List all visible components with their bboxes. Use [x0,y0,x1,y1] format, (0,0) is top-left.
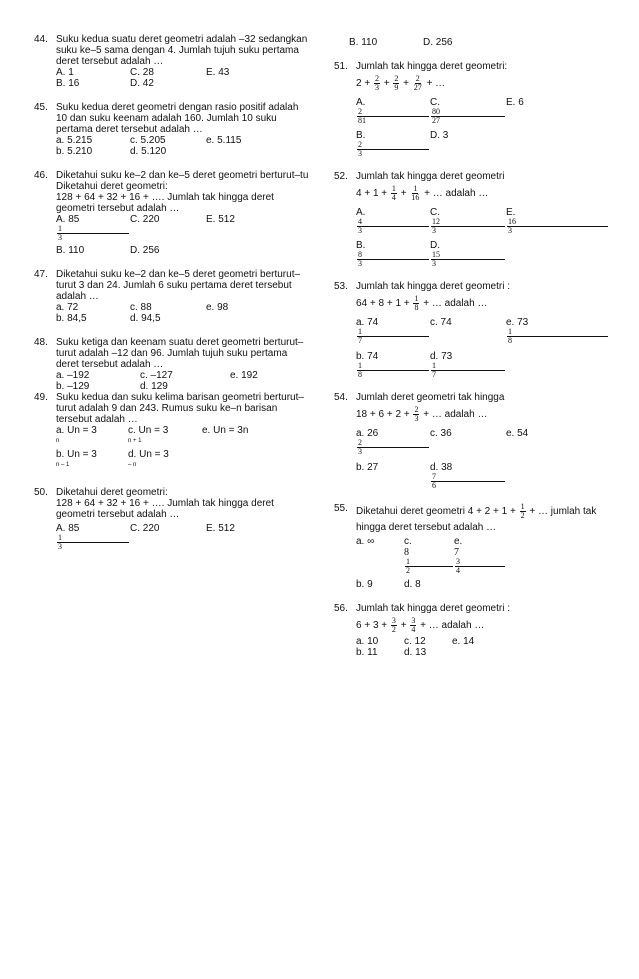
option-d[interactable]: d. 94,5 [130,313,161,324]
option-c[interactable]: c. 8 1 2 [404,536,454,575]
option-d[interactable]: d. 129 [140,381,168,392]
question-text: Suku kedua suatu deret geometri adalah –32 sedangkan suku ke–5 sama dengan 4. Jumlah tujuh suku pertama deret tersebut adalah … [56,34,308,67]
question-51 [334,61,609,158]
question-text: Jumlah deret geometri tak hingga [356,392,505,403]
question-number: 56. [334,603,348,614]
question-text: Diketahui deret geometri 4 + 2 + 1 + $\frac{1}{2}$ + … jumlah tak [356,502,597,520]
answer-options [356,317,609,379]
option-c[interactable]: C. 220 [130,214,160,225]
option-e[interactable]: E. 43 [206,67,230,78]
answer-options [56,523,314,551]
option-e[interactable]: e. Un = 3n [202,425,249,436]
option-e[interactable]: e. 98 [206,302,229,313]
option-c[interactable]: c. 74 [430,317,452,328]
question-number: 44. [34,34,48,45]
question-number: 46. [34,170,48,181]
option-d[interactable]: D. 256 [130,245,160,256]
fraction: $\frac{2}{3}$ [414,405,419,423]
question-text: Jumlah tak hingga deret geometri : [356,603,510,614]
series-expression: 4 + 1 + $\frac{1}{4}$ + $\frac{1}{16}$ + … adalah … [356,184,489,202]
answer-options [356,428,609,490]
question-number: 50. [34,486,48,498]
answer-options [56,425,314,474]
question-53 [334,281,609,379]
option-d[interactable]: d. 73 1 7 [430,351,506,379]
option-c[interactable]: C. 12 3 [430,207,506,235]
question-number: 49. [34,392,48,403]
answer-options [356,97,609,158]
question-text: Diketahui suku ke–2 dan ke–5 deret geometri berturut–tu Diketahui deret geometri: 128 + 64 + 32 + 16 + …. Jumlah tak hingga deret geometri tersebut adalah … [56,170,309,214]
option-b[interactable]: b. 11 [356,647,378,658]
question-number: 53. [334,281,348,292]
question-55: 55. Diketahui deret geometri 4 + 2 + 1 + $\frac{1}{2}$ + … jumlah tak hingga deret tersebut adalah … a. ∞ c. 8 1 2 e. 7 3 4 b. 9 d. 8 [334,503,609,590]
question-text: Suku ketiga dan keenam suatu deret geometri berturut– turut adalah –12 dan 96. Jumlah tujuh suku pertama deret tersebut adalah … [56,337,304,370]
series-expression: 2 + $\frac{2}{3}$ + $\frac{2}{9}$ + $\frac{2}{27}$ + … [356,74,446,92]
question-49 [34,392,314,474]
option-b[interactable]: b. 5.210 [56,146,93,157]
option-d[interactable]: d. Un = 3 $^{- n}$ [128,449,169,469]
right-column [334,37,609,658]
fraction: $\frac{2}{27}$ [413,74,422,92]
answer-options [56,135,314,157]
question-52 [334,171,609,268]
question-number: 47. [34,269,48,280]
option-c[interactable]: c. 36 [430,428,452,439]
question-56 [334,603,609,658]
option-e[interactable]: e. 54 [506,428,529,439]
option-a[interactable]: A. 1 [56,67,74,78]
answer-options [349,37,609,48]
option-a[interactable]: a. 10 [356,636,379,647]
answer-options [56,370,314,392]
option-b[interactable]: b. 84,5 [56,313,87,324]
fraction: $\frac{2}{3}$ [374,74,379,92]
fraction: $\frac{1}{8}$ [414,294,419,312]
question-number: 54. [334,392,348,403]
option-a[interactable]: A. 2 81 [356,97,430,125]
series-expression: 6 + 3 + $\frac{3}{2}$ + $\frac{3}{4}$ + … adalah … [356,616,485,634]
option-d[interactable]: D. 42 [130,78,154,89]
question-text: Jumlah tak hingga deret geometri : [356,281,510,292]
option-e[interactable]: e. 5.115 [206,135,242,146]
option-d[interactable]: d. 5.120 [130,146,167,157]
question-number: 55. [334,503,348,514]
option-a[interactable]: A. 85 1 3 [56,214,130,242]
fraction: $\frac{2}{9}$ [394,74,399,92]
option-e[interactable]: e. 192 [230,370,258,381]
left-column [34,34,314,551]
option-b[interactable]: b. Un = 3 $^{n - 1}$ [56,449,97,469]
fraction: 1 3 [57,225,129,242]
option-e[interactable]: e. 73 1 8 [506,317,609,345]
option-b[interactable]: b. 27 [356,462,379,473]
option-a[interactable]: a. 5.215 [56,135,93,146]
option-a[interactable]: A. 85 1 3 [56,523,130,551]
option-e[interactable]: e. 14 [452,636,475,647]
question-text: Jumlah tak hingga deret geometri: [356,61,508,72]
option-a[interactable]: a. Un = 3 $^n$ [56,425,97,444]
answer-options [56,214,314,256]
option-a[interactable]: a. –192 [56,370,90,381]
question-text: Diketahui deret geometri: 128 + 64 + 32 + 16 + …. Jumlah tak hingga deret geometri tersebut adalah … [56,486,274,520]
answer-options [356,536,506,590]
option-d[interactable]: d. 8 [404,579,421,590]
question-54 [334,392,609,490]
option-b[interactable]: b. 74 1 8 [356,351,430,379]
option-c[interactable]: C. 80 27 [430,97,506,125]
option-b[interactable]: B. 110 [349,37,378,48]
question-48 [34,337,314,392]
answer-options [356,207,609,268]
question-text: Suku kedua dan suku kelima barisan geometri berturut– turut adalah 9 dan 243. Rumus suku ke–n barisan tersebut adalah … [56,392,304,425]
question-45 [34,102,314,157]
fraction: 1 3 [57,534,129,551]
option-d[interactable]: d. 13 [404,647,427,658]
option-b[interactable]: B. 110 [56,245,85,256]
answer-options [56,302,314,324]
option-b[interactable]: b. –129 [56,381,90,392]
option-a[interactable]: a. 72 [56,302,79,313]
question-number: 48. [34,337,48,348]
series-expression: 18 + 6 + 2 + $\frac{2}{3}$ + … adalah … [356,405,488,423]
option-c[interactable]: c. 88 [130,302,152,313]
question-number: 45. [34,102,48,113]
option-e[interactable]: E. 6 [506,97,524,108]
option-c[interactable]: c. Un = 3 $^{n + 1}$ [128,425,169,444]
question-50 [34,487,314,551]
question-text: Diketahui suku ke–2 dan ke–5 deret geometri berturut– turut 3 dan 24. Jumlah 6 suku pertama deret tersebut adalah … [56,269,301,302]
series-expression: 64 + 8 + 1 + $\frac{1}{8}$ + … adalah … [356,294,488,312]
option-e[interactable]: E. 512 [206,522,235,534]
answer-options [356,636,506,658]
question-text: Jumlah tak hingga deret geometri [356,171,505,182]
question-47 [34,269,314,324]
option-b[interactable]: B. 2 3 [356,130,430,158]
option-a[interactable]: a. 74 1 7 [356,317,430,345]
option-c[interactable]: C. 28 [130,67,154,78]
fraction: $\frac{3}{4}$ [411,616,416,634]
option-e[interactable]: e. 7 3 4 [454,536,506,575]
option-c[interactable]: c. 12 [404,636,426,647]
option-c[interactable]: c. 5.205 [130,135,166,146]
question-50-continued [334,37,609,48]
option-d[interactable]: d. 38 7 6 [430,462,506,490]
fraction: $\frac{3}{2}$ [391,616,396,634]
option-e[interactable]: E. 512 [206,214,235,225]
option-b[interactable]: B. 8 3 [356,240,430,268]
option-e[interactable]: E. 16 3 [506,207,609,235]
option-d[interactable]: D. 256 [423,37,453,48]
question-44 [34,34,314,89]
option-d[interactable]: D. 3 [430,130,449,141]
answer-options [56,67,314,89]
option-b[interactable]: b. 9 [356,579,373,590]
option-c[interactable]: c. –127 [140,370,173,381]
question-number: 52. [334,171,348,182]
option-a[interactable]: a. 26 2 3 [356,428,430,456]
option-b[interactable]: B. 16 [56,78,80,89]
fraction: $\frac{1}{16}$ [411,184,420,202]
option-d[interactable]: D. 15 3 [430,240,506,268]
question-text: Suku kedua deret geometri dengan rasio positif adalah 10 dan suku keenam adalah 160. Jumlah 10 suku pertama deret tersebut adalah … [56,102,299,135]
fraction: $\frac{1}{4}$ [391,184,396,202]
fraction: $\frac{1}{2}$ [520,502,525,520]
option-c[interactable]: C. 220 [130,522,160,534]
question-number: 51. [334,61,348,72]
question-46 [34,170,314,256]
option-a[interactable]: A. 4 3 [356,207,430,235]
option-a[interactable]: a. ∞ [356,536,375,547]
